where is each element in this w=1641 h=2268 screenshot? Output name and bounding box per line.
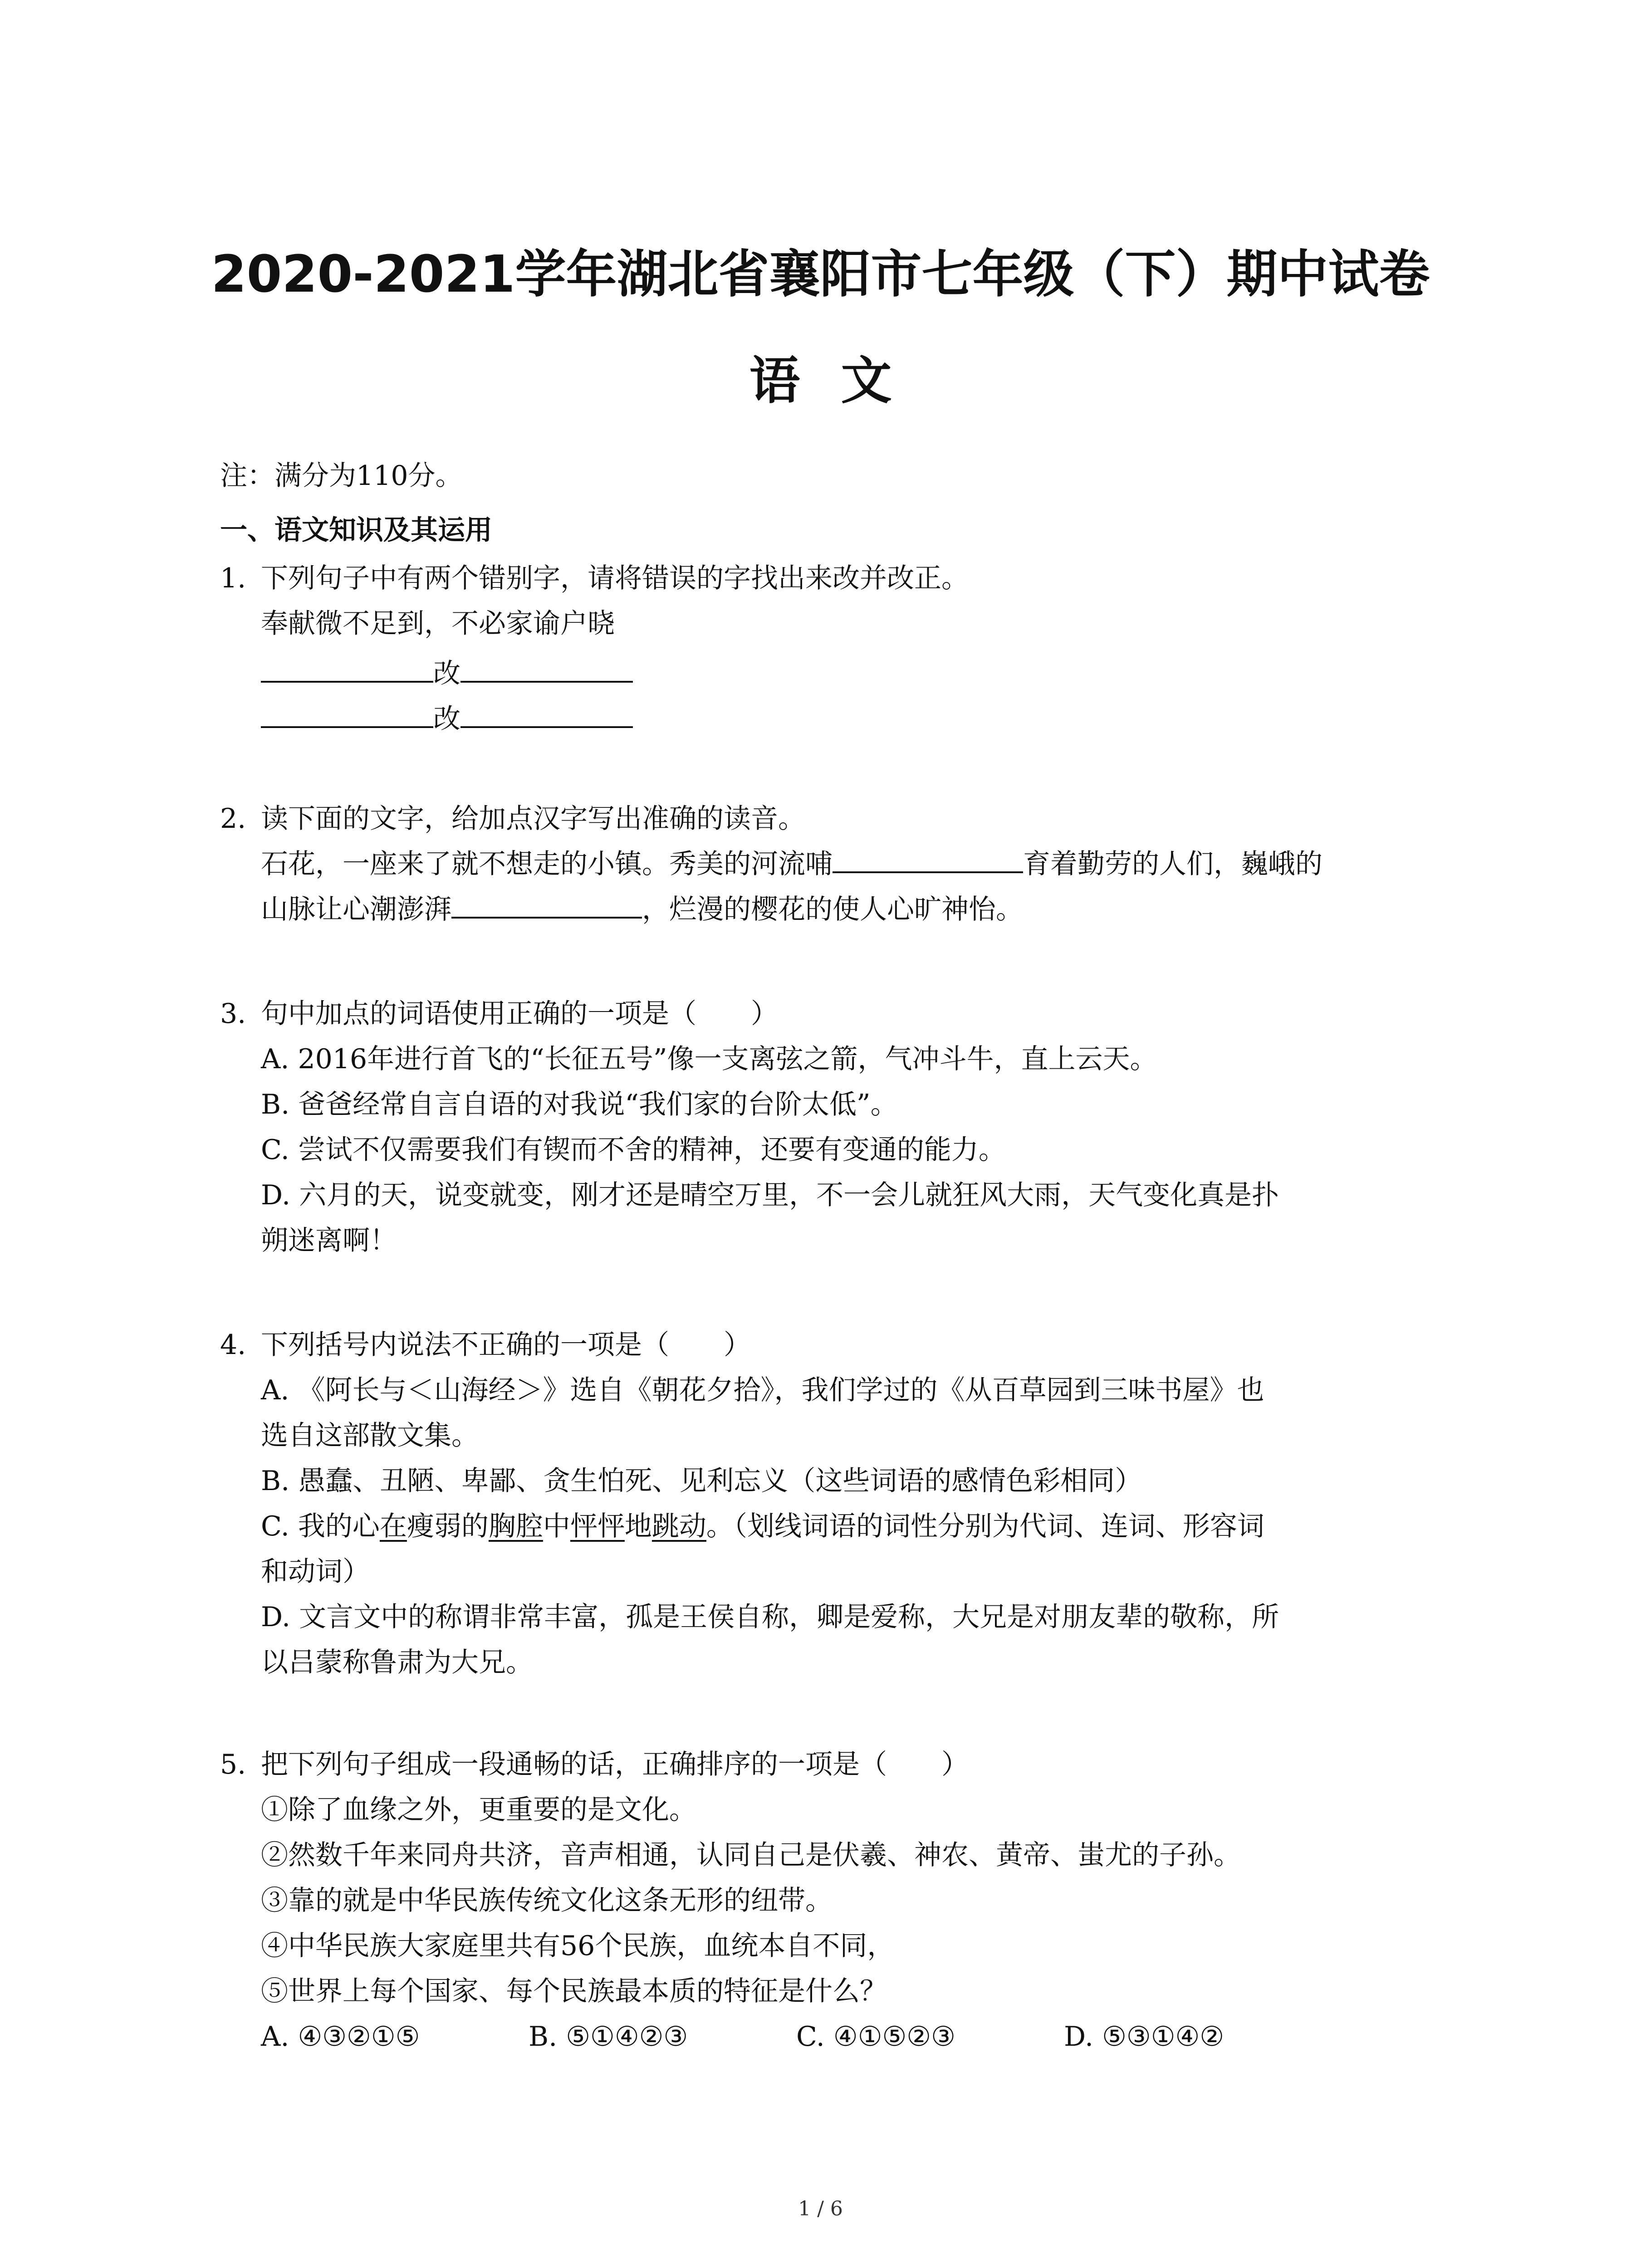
question-2 bbox=[220, 796, 1472, 932]
sentence-1: ①除了血缘之外，更重要的是文化。 bbox=[261, 1794, 696, 1826]
option-d: D. 文言文中的称谓非常丰富，孤是王侯自称，卿是爱称，大兄是对朋友辈的敬称，所 bbox=[261, 1601, 1279, 1633]
option-c bbox=[220, 1504, 1472, 1549]
question-number: 3. bbox=[220, 998, 246, 1030]
option-a-continued: 选自这部散文集。 bbox=[261, 1420, 479, 1452]
option-c-text: 地 bbox=[624, 1510, 652, 1542]
q1-sentence: 奉献微不足到，不必家谕户晓 bbox=[261, 608, 615, 640]
option-c-text: C. 我的心 bbox=[261, 1510, 380, 1542]
option-d-continued: 朔迷离啊！ bbox=[261, 1225, 397, 1256]
page-number: 1 / 6 bbox=[798, 2197, 843, 2220]
option-c: C. 尝试不仅需要我们有锲而不舍的精神，还要有变通的能力。 bbox=[261, 1134, 1006, 1166]
question-5 bbox=[220, 1742, 1472, 2059]
q5-options bbox=[220, 2014, 1472, 2059]
question-stem: 下列括号内说法不正确的一项是（ ） bbox=[261, 1329, 751, 1361]
q2-line-2 bbox=[220, 887, 1472, 932]
answer-blank[interactable] bbox=[460, 697, 633, 728]
underlined-word: 在 bbox=[379, 1510, 407, 1542]
option-d-continued: 以吕蒙称鲁肃为大兄。 bbox=[261, 1647, 533, 1678]
fix-label: 改 bbox=[433, 658, 460, 689]
section-heading: 一、语文知识及其运用 bbox=[220, 514, 492, 546]
option-b: B. ⑤①④②③ bbox=[529, 2021, 688, 2053]
underlined-word: 跳动 bbox=[652, 1510, 706, 1542]
underlined-word: 怦怦 bbox=[570, 1510, 625, 1542]
q2-text: 石花，一座来了就不想走的小镇。秀美的河流哺 bbox=[261, 848, 833, 880]
option-d: D. ⑤③①④② bbox=[1064, 2021, 1225, 2053]
pinyin-blank-1[interactable] bbox=[833, 842, 1023, 873]
option-c-text: 瘦弱的 bbox=[407, 1510, 489, 1542]
underlined-word: 胸腔 bbox=[488, 1510, 543, 1542]
q2-text: ，烂漫的樱花的使人心旷神怡。 bbox=[642, 894, 1023, 925]
answer-blank[interactable] bbox=[261, 652, 433, 683]
question-stem: 下列句子中有两个错别字，请将错误的字找出来改并改正。 bbox=[261, 562, 969, 594]
sentence-2: ②然数千年来同舟共济，音声相通，认同自己是伏羲、神农、黄帝、蚩尤的子孙。 bbox=[261, 1839, 1241, 1871]
q2-line-1 bbox=[220, 841, 1472, 887]
question-number: 2. bbox=[220, 803, 246, 835]
question-stem: 句中加点的词语使用正确的一项是（ ） bbox=[261, 998, 778, 1030]
option-c: C. ④①⑤②③ bbox=[796, 2021, 955, 2053]
sentence-5: ⑤世界上每个国家、每个民族最本质的特征是什么？ bbox=[261, 1975, 887, 2007]
option-a: A. 2016年进行首飞的“长征五号”像一支离弦之箭，气冲斗牛，直上云天。 bbox=[261, 1043, 1157, 1075]
option-c-text: 中 bbox=[543, 1510, 570, 1542]
option-a: A. ④③②①⑤ bbox=[261, 2021, 420, 2053]
question-3 bbox=[220, 991, 1472, 1263]
answer-blank[interactable] bbox=[460, 652, 633, 683]
pinyin-blank-2[interactable] bbox=[451, 888, 642, 919]
score-note: 注：满分为110分。 bbox=[220, 460, 463, 492]
option-d: D. 六月的天，说变就变，刚才还是晴空万里，不一会儿就狂风大雨，天气变化真是扑 bbox=[261, 1179, 1279, 1211]
q2-text: 山脉让心潮澎湃 bbox=[261, 894, 451, 925]
exam-subject: 语文 bbox=[749, 352, 933, 411]
question-stem: 把下列句子组成一段通畅的话，正确排序的一项是（ ） bbox=[261, 1749, 969, 1780]
option-b: B. 爸爸经常自言自语的对我说“我们家的台阶太低”。 bbox=[261, 1089, 898, 1120]
question-4 bbox=[220, 1322, 1472, 1685]
question-number: 5. bbox=[220, 1749, 246, 1780]
question-1 bbox=[220, 556, 1472, 742]
exam-title: 2020-2021学年湖北省襄阳市七年级（下）期中试卷 bbox=[211, 245, 1430, 304]
option-c-text: 。（划线词语的词性分别为代词、连词、形容词 bbox=[706, 1510, 1264, 1542]
sentence-3: ③靠的就是中华民族传统文化这条无形的纽带。 bbox=[261, 1885, 833, 1916]
option-c-continued: 和动词） bbox=[261, 1556, 370, 1588]
q1-fix-row-2 bbox=[220, 696, 1472, 742]
option-b: B. 愚蠢、丑陋、卑鄙、贪生怕死、见利忘义（这些词语的感情色彩相同） bbox=[261, 1465, 1142, 1497]
q2-text: 育着勤劳的人们，巍峨的 bbox=[1023, 848, 1323, 880]
sentence-4: ④中华民族大家庭里共有56个民族，血统本自不同， bbox=[261, 1930, 895, 1962]
question-number: 1. bbox=[220, 562, 246, 594]
question-stem: 读下面的文字，给加点汉字写出准确的读音。 bbox=[261, 803, 805, 835]
q1-fix-row-1 bbox=[220, 651, 1472, 696]
answer-blank[interactable] bbox=[261, 697, 433, 728]
fix-label: 改 bbox=[433, 703, 460, 735]
question-number: 4. bbox=[220, 1329, 246, 1361]
option-a: A. 《阿长与＜山海经＞》选自《朝花夕拾》，我们学过的《从百草园到三味书屋》也 bbox=[261, 1374, 1264, 1406]
